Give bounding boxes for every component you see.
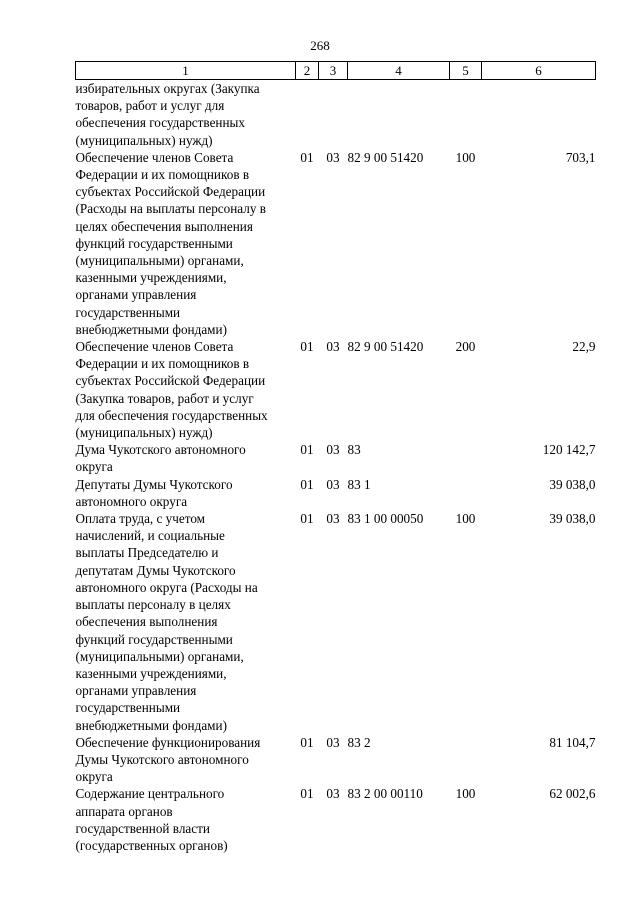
expense-name-line: для обеспечения государственных [75, 407, 268, 423]
expense-name-line: Обеспечение членов Совета [75, 149, 234, 165]
table-row [76, 510, 596, 734]
expense-name-line: субъектах Российской Федерации [75, 373, 266, 389]
expense-name-line: целях обеспечения выполнения [75, 218, 253, 234]
table-row [76, 149, 596, 338]
section-code-cell: 01 [300, 442, 314, 458]
expense-name-line: внебюджетными фондами) [75, 717, 227, 733]
target-article-code-cell: 83 2 [347, 734, 371, 750]
expense-type-code-cell [450, 734, 482, 786]
expense-name-line: Обеспечение членов Совета [75, 339, 234, 355]
expense-type-code-cell: 100 [455, 149, 476, 165]
expense-name-line: Дума Чукотского автономного [75, 442, 246, 458]
section-code-cell: 01 [300, 339, 314, 355]
section-code-cell: 01 [300, 476, 314, 492]
expense-name-cell [76, 441, 296, 475]
expense-name-line: обеспечения выполнения [75, 614, 218, 630]
expense-type-code-cell: 100 [455, 786, 476, 802]
expense-name-line: (муниципальными) органами, [75, 253, 244, 269]
expense-name-line: субъектах Российской Федерации [75, 184, 266, 200]
subsection-code-cell: 03 [326, 734, 340, 750]
expense-type-code-cell: 200 [455, 339, 476, 355]
section-code-cell: 01 [300, 734, 314, 750]
table-row [76, 441, 596, 475]
expense-name-line: Обеспечение функционирования [75, 734, 261, 750]
table-row [76, 734, 596, 786]
column-header-2: 2 [296, 62, 319, 80]
column-header-1: 1 [76, 62, 296, 80]
table-row [76, 338, 596, 441]
subsection-code-cell: 03 [326, 511, 340, 527]
column-header-4: 4 [348, 62, 450, 80]
expense-name-line: казенными учреждениями, [75, 665, 227, 681]
column-header-5: 5 [450, 62, 482, 80]
section-code-cell: 01 [300, 511, 314, 527]
target-article-code-cell [348, 80, 450, 149]
amount-cell: 62 002,6 [549, 786, 596, 802]
amount-cell: 81 104,7 [549, 734, 596, 750]
subsection-code-cell: 03 [326, 339, 340, 355]
table-row [76, 476, 596, 510]
column-number-header-row [76, 62, 596, 80]
expense-name-line: (Расходы на выплаты персоналу в [75, 201, 266, 217]
expense-name-line: автономного округа [75, 493, 188, 509]
expense-name-line: (Закупка товаров, работ и услуг [75, 390, 254, 406]
expense-name-line: (муниципальных) нужд) [75, 132, 213, 148]
target-article-code-cell: 82 9 00 51420 [347, 339, 424, 355]
column-header-3: 3 [319, 62, 348, 80]
expense-name-cell [76, 510, 296, 734]
budget-table-body [76, 80, 596, 855]
expense-name-line: избирательных округах (Закупка [75, 81, 260, 96]
expense-name-line: округа [75, 459, 113, 475]
expense-name-line: Оплата труда, с учетом [75, 511, 206, 527]
expense-name-line: государственной власти [75, 820, 210, 836]
expense-name-cell [76, 476, 296, 510]
target-article-code-cell: 83 1 00 00050 [347, 511, 424, 527]
expense-name-cell [76, 149, 296, 338]
amount-cell: 703,1 [565, 149, 596, 165]
expense-name-line: Думы Чукотского автономного [75, 751, 249, 767]
subsection-code-cell: 03 [326, 149, 340, 165]
subsection-code-cell: 03 [326, 442, 340, 458]
expense-name-line: товаров, работ и услуг для [75, 98, 225, 114]
expense-type-code-cell [450, 441, 482, 475]
expense-name-line: начислений, и социальные [75, 528, 225, 544]
column-header-6: 6 [482, 62, 596, 80]
expense-name-cell [76, 785, 296, 854]
expense-name-line: автономного округа (Расходы на [75, 579, 258, 595]
expense-name-line: государственными [75, 304, 181, 320]
expense-name-line: депутатам Думы Чукотского [75, 562, 236, 578]
expense-name-line: Федерации и их помощников в [75, 167, 250, 183]
expense-type-code-cell [450, 476, 482, 510]
budget-table [75, 61, 596, 854]
amount-cell [482, 80, 596, 149]
expense-name-cell [76, 338, 296, 441]
expense-name-cell [76, 80, 296, 149]
expense-name-line: аппарата органов [75, 803, 173, 819]
expense-name-line: обеспечения государственных [75, 115, 245, 131]
expense-type-code-cell [450, 80, 482, 149]
target-article-code-cell: 82 9 00 51420 [347, 149, 424, 165]
expense-name-line: Федерации и их помощников в [75, 356, 250, 372]
table-row [76, 785, 596, 854]
expense-name-line: государственными [75, 700, 181, 716]
subsection-code-cell [319, 80, 348, 149]
expense-name-line: функций государственными [75, 235, 233, 251]
amount-cell: 39 038,0 [549, 476, 596, 492]
amount-cell: 120 142,7 [542, 442, 596, 458]
section-code-cell [296, 80, 319, 149]
target-article-code-cell: 83 2 00 00110 [347, 786, 423, 802]
expense-name-line: выплаты персоналу в целях [75, 597, 231, 613]
expense-name-line: (муниципальными) органами, [75, 648, 244, 664]
expense-name-line: выплаты Председателю и [75, 545, 219, 561]
subsection-code-cell: 03 [326, 786, 340, 802]
expense-name-line: (муниципальных) нужд) [75, 425, 213, 441]
section-code-cell: 01 [300, 786, 314, 802]
expense-name-line: внебюджетными фондами) [75, 321, 227, 337]
target-article-code-cell: 83 1 [347, 476, 371, 492]
section-code-cell: 01 [300, 149, 314, 165]
expense-name-line: казенными учреждениями, [75, 270, 227, 286]
amount-cell: 22,9 [572, 339, 596, 355]
expense-name-cell [76, 734, 296, 786]
target-article-code-cell: 83 [347, 442, 361, 458]
subsection-code-cell: 03 [326, 476, 340, 492]
page-number: 268 [310, 38, 330, 53]
expense-name-line: (государственных органов) [75, 837, 228, 853]
expense-type-code-cell: 100 [455, 511, 476, 527]
expense-name-line: Депутаты Думы Чукотского [75, 476, 233, 492]
expense-name-line: округа [75, 769, 113, 785]
expense-name-line: органами управления [75, 683, 197, 699]
expense-name-line: функций государственными [75, 631, 233, 647]
table-row [76, 80, 596, 149]
expense-name-line: Содержание центрального [75, 786, 225, 802]
expense-name-line: органами управления [75, 287, 197, 303]
amount-cell: 39 038,0 [549, 511, 596, 527]
